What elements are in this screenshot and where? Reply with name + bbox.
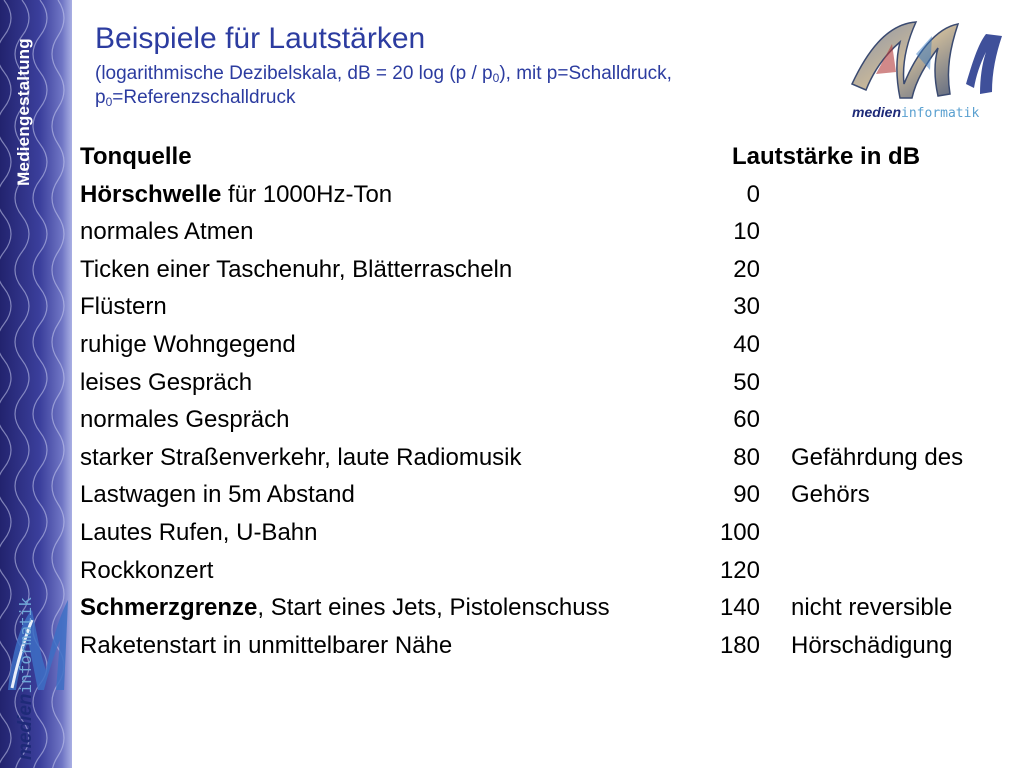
table-row xyxy=(80,176,1010,214)
row-source-text: Lastwagen in 5m Abstand xyxy=(80,481,355,509)
logo-text xyxy=(852,104,979,121)
table-row xyxy=(80,251,1010,289)
header-db: Lautstärke in dB xyxy=(732,143,921,170)
row-source xyxy=(80,476,355,514)
table-row xyxy=(80,288,1010,326)
row-source-bold: Schmerzgrenze xyxy=(80,594,258,622)
table-header-row xyxy=(80,138,1010,176)
row-source-text: Lautes Rufen, U-Bahn xyxy=(80,518,318,546)
table-row xyxy=(80,213,1010,251)
row-source-text: Flüstern xyxy=(80,293,167,321)
sidebar xyxy=(0,0,72,768)
row-source-text: ruhige Wohngegend xyxy=(80,330,296,358)
table-row xyxy=(80,439,1010,477)
row-source xyxy=(80,552,213,590)
sidebar-logo-text xyxy=(14,580,38,760)
row-source-bold: Hörschwelle xyxy=(80,180,222,208)
sidebar-label-wrapper xyxy=(8,12,40,212)
row-source xyxy=(80,439,522,477)
row-db-value: 20 xyxy=(733,255,760,283)
row-note: Gehörs xyxy=(791,481,870,509)
row-note: Hörschädigung xyxy=(791,631,953,659)
table-row xyxy=(80,514,1010,552)
row-source-text: normales Atmen xyxy=(80,218,254,246)
row-source xyxy=(80,213,253,251)
subtitle-sub-2: 0 xyxy=(105,95,113,109)
row-source xyxy=(80,176,392,214)
table-row xyxy=(80,364,1010,402)
row-source xyxy=(80,401,289,439)
subtitle-part-1: (logarithmische Dezibelskala, dB = 20 log (p / p xyxy=(95,63,493,84)
row-db-value: 60 xyxy=(733,406,760,434)
row-source xyxy=(80,288,167,326)
row-db-value: 40 xyxy=(733,330,760,358)
row-source xyxy=(80,326,296,364)
loudness-table xyxy=(80,138,1010,664)
logo-text-bold: medien xyxy=(852,104,902,120)
row-note: nicht reversible xyxy=(791,594,953,622)
subtitle-part-3: =Referenzschalldruck xyxy=(112,87,296,108)
row-db-value: 140 xyxy=(719,594,760,622)
page-title: Beispiele für Lautstärken xyxy=(95,22,426,55)
table-row xyxy=(80,627,1010,665)
row-source-text: Rockkonzert xyxy=(80,556,214,584)
table-row xyxy=(80,476,1010,514)
page-subtitle xyxy=(95,62,815,110)
row-source-text: Raketenstart in unmittelbarer Nähe xyxy=(80,631,453,659)
table-row xyxy=(80,552,1010,590)
table-body xyxy=(80,176,1010,665)
sidebar-label: Mediengestaltung xyxy=(14,38,33,186)
sidebar-logo-bold: medien xyxy=(15,693,36,760)
row-note: Gefährdung des xyxy=(791,443,964,471)
row-db-value: 30 xyxy=(733,293,760,321)
row-source xyxy=(80,364,252,402)
row-source-text: für 1000Hz-Ton xyxy=(221,180,393,208)
row-source xyxy=(80,251,512,289)
row-db-value: 90 xyxy=(733,481,760,509)
row-source-text: leises Gespräch xyxy=(80,368,253,396)
row-db-value: 10 xyxy=(733,218,760,246)
row-db-value: 180 xyxy=(719,631,760,659)
row-db-value: 100 xyxy=(719,518,760,546)
header-source: Tonquelle xyxy=(80,143,192,170)
subtitle-part-2: ), mit p=Schalldruck, p xyxy=(95,63,672,108)
row-source-text: , Start eines Jets, Pistolenschuss xyxy=(257,594,610,622)
subtitle-sub-1: 0 xyxy=(492,71,500,85)
row-db-value: 50 xyxy=(733,368,760,396)
row-db-value: 80 xyxy=(733,443,760,471)
row-source-text: starker Straßenverkehr, laute Radiomusik xyxy=(80,443,522,471)
row-source xyxy=(80,514,317,552)
table-row xyxy=(80,326,1010,364)
row-source-text: Ticken einer Taschenuhr, Blätterrascheln xyxy=(80,255,513,283)
row-source xyxy=(80,589,610,627)
row-db-value: 0 xyxy=(746,180,760,208)
logo-text-light: informatik xyxy=(901,106,980,121)
sidebar-logo-light: informatik xyxy=(16,597,35,694)
row-source-text: normales Gespräch xyxy=(80,406,290,434)
row-source xyxy=(80,627,452,665)
table-row xyxy=(80,401,1010,439)
table-row xyxy=(80,589,1010,627)
row-db-value: 120 xyxy=(719,556,760,584)
